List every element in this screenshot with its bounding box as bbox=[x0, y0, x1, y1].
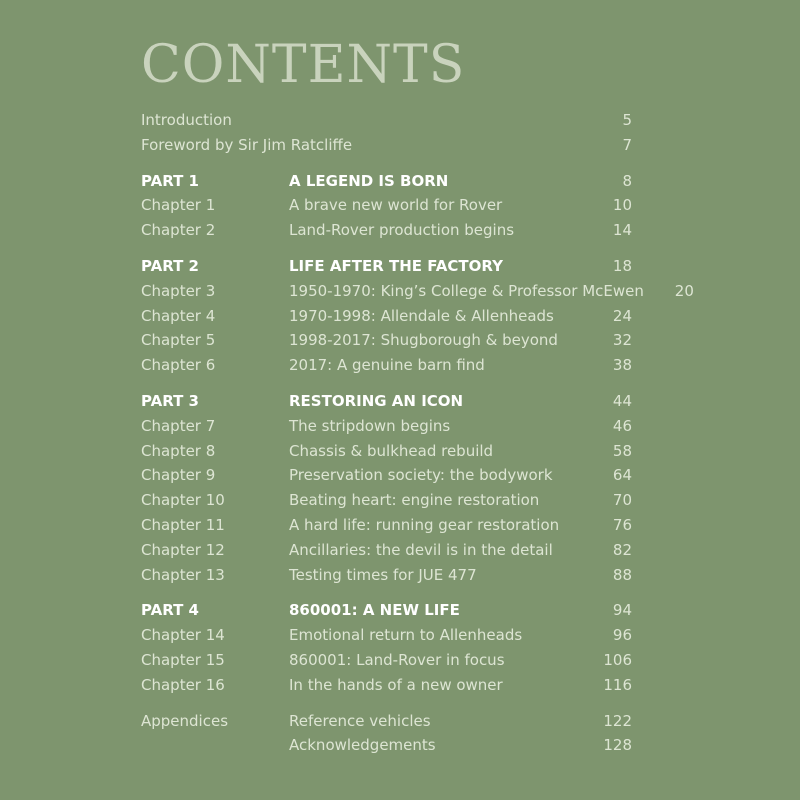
entry-title: Chassis & bulkhead rebuild bbox=[289, 441, 494, 460]
toc-entry[interactable] bbox=[141, 279, 694, 304]
page-number: 46 bbox=[612, 416, 632, 435]
toc-entry[interactable] bbox=[141, 488, 632, 513]
entry-title: Land-Rover production begins bbox=[289, 221, 515, 240]
toc-part-section bbox=[141, 389, 632, 587]
part-heading[interactable] bbox=[141, 389, 632, 414]
entry-label: PART 1 bbox=[141, 171, 199, 190]
entry-label: Chapter 10 bbox=[141, 491, 225, 510]
page-number: 14 bbox=[612, 221, 632, 240]
toc-entry[interactable] bbox=[141, 648, 632, 673]
entry-label: Chapter 7 bbox=[141, 416, 216, 435]
page-number: 5 bbox=[622, 111, 632, 129]
page-number: 18 bbox=[612, 256, 632, 275]
toc-part-section bbox=[141, 169, 632, 243]
entry-title: 860001: A NEW LIFE bbox=[289, 601, 460, 620]
entry-title: 1998-2017: Shugborough & beyond bbox=[289, 331, 558, 350]
entry-label: Chapter 15 bbox=[141, 650, 225, 669]
entry-title: Testing times for JUE 477 bbox=[289, 565, 477, 584]
toc-entry[interactable] bbox=[141, 513, 632, 538]
toc-part-section bbox=[141, 598, 632, 697]
part-heading[interactable] bbox=[141, 254, 632, 279]
toc-entry[interactable] bbox=[141, 108, 632, 133]
page-number: 76 bbox=[612, 515, 632, 534]
toc-entry[interactable] bbox=[141, 733, 632, 758]
page-number: 7 bbox=[622, 135, 632, 154]
entry-label bbox=[141, 733, 289, 758]
toc-entry[interactable] bbox=[141, 673, 632, 698]
toc-entry[interactable] bbox=[141, 193, 632, 218]
entry-label: Chapter 1 bbox=[141, 196, 216, 215]
entry-title: In the hands of a new owner bbox=[289, 675, 503, 694]
page-number: 38 bbox=[612, 356, 632, 375]
toc-entry[interactable] bbox=[141, 304, 632, 329]
entry-label: PART 2 bbox=[141, 256, 199, 275]
toc-entry[interactable] bbox=[141, 328, 632, 353]
toc-section bbox=[141, 108, 632, 158]
entry-title: A LEGEND IS BORN bbox=[289, 171, 449, 190]
entry-label: Chapter 4 bbox=[141, 306, 216, 325]
entry-label: Chapter 8 bbox=[141, 441, 216, 460]
entry-title bbox=[289, 108, 582, 133]
entry-label: Chapter 16 bbox=[141, 675, 225, 694]
entry-label: PART 4 bbox=[141, 601, 199, 620]
toc-entry[interactable] bbox=[141, 218, 632, 243]
toc-entry[interactable] bbox=[141, 563, 632, 588]
entry-label: Chapter 12 bbox=[141, 540, 225, 559]
entry-label: Chapter 14 bbox=[141, 626, 225, 645]
entry-title: RESTORING AN ICON bbox=[289, 391, 464, 410]
toc-section bbox=[141, 709, 632, 759]
part-heading[interactable] bbox=[141, 169, 632, 194]
part-heading[interactable] bbox=[141, 598, 632, 623]
entry-label: Chapter 6 bbox=[141, 356, 216, 375]
page-number: 106 bbox=[603, 650, 632, 669]
entry-title: 860001: Land-Rover in focus bbox=[289, 650, 505, 669]
toc-entry[interactable] bbox=[141, 538, 632, 563]
entry-title: Beating heart: engine restoration bbox=[289, 491, 540, 510]
entry-title: 1970-1998: Allendale & Allenheads bbox=[289, 306, 554, 325]
entry-title: 2017: A genuine barn find bbox=[289, 356, 485, 375]
page-number: 116 bbox=[603, 675, 632, 694]
entry-label: Chapter 5 bbox=[141, 331, 216, 350]
page-number: 10 bbox=[612, 196, 632, 215]
toc-part-section bbox=[141, 254, 694, 378]
entry-title: The stripdown begins bbox=[289, 416, 451, 435]
page-number: 88 bbox=[612, 565, 632, 584]
page-number: 82 bbox=[612, 540, 632, 559]
page-number: 8 bbox=[622, 171, 632, 190]
toc-entry[interactable] bbox=[141, 709, 632, 734]
entry-title: LIFE AFTER THE FACTORY bbox=[289, 256, 503, 275]
page-number: 58 bbox=[612, 441, 632, 460]
toc-entry[interactable] bbox=[141, 439, 632, 464]
entry-label: Introduction bbox=[141, 111, 232, 129]
entry-label: Foreword by Sir Jim Ratcliffe bbox=[141, 135, 353, 154]
entry-title bbox=[289, 133, 582, 158]
entry-title: Ancillaries: the devil is in the detail bbox=[289, 540, 553, 559]
entry-label: Chapter 13 bbox=[141, 565, 225, 584]
entry-title: Acknowledgements bbox=[289, 736, 436, 755]
page-number: 24 bbox=[612, 306, 632, 325]
entry-label: Chapter 3 bbox=[141, 281, 216, 300]
page-number: 44 bbox=[612, 391, 632, 410]
page-title: CONTENTS bbox=[141, 35, 466, 95]
toc-entry[interactable] bbox=[141, 623, 632, 648]
entry-label: PART 3 bbox=[141, 391, 199, 410]
entry-label: Chapter 11 bbox=[141, 515, 225, 534]
toc-entry[interactable] bbox=[141, 133, 632, 158]
entry-title: Preservation society: the bodywork bbox=[289, 466, 553, 485]
entry-title: A brave new world for Rover bbox=[289, 196, 503, 215]
page-number: 20 bbox=[674, 281, 694, 300]
page-number: 122 bbox=[603, 711, 632, 730]
toc-entry[interactable] bbox=[141, 353, 632, 378]
entry-title: A hard life: running gear restoration bbox=[289, 515, 560, 534]
page-number: 70 bbox=[612, 491, 632, 510]
entry-label: Appendices bbox=[141, 711, 229, 730]
entry-title: Reference vehicles bbox=[289, 711, 431, 730]
table-of-contents bbox=[141, 108, 694, 758]
entry-label: Chapter 2 bbox=[141, 221, 216, 240]
page-number: 32 bbox=[612, 331, 632, 350]
entry-title: 1950-1970: King’s College & Professor McEwen bbox=[289, 281, 644, 300]
page-number: 64 bbox=[612, 466, 632, 485]
toc-entry[interactable] bbox=[141, 463, 632, 488]
page-number: 128 bbox=[603, 736, 632, 755]
page-number: 96 bbox=[612, 626, 632, 645]
entry-title: Emotional return to Allenheads bbox=[289, 626, 523, 645]
toc-entry[interactable] bbox=[141, 414, 632, 439]
entry-label: Chapter 9 bbox=[141, 466, 216, 485]
page-number: 94 bbox=[612, 601, 632, 620]
